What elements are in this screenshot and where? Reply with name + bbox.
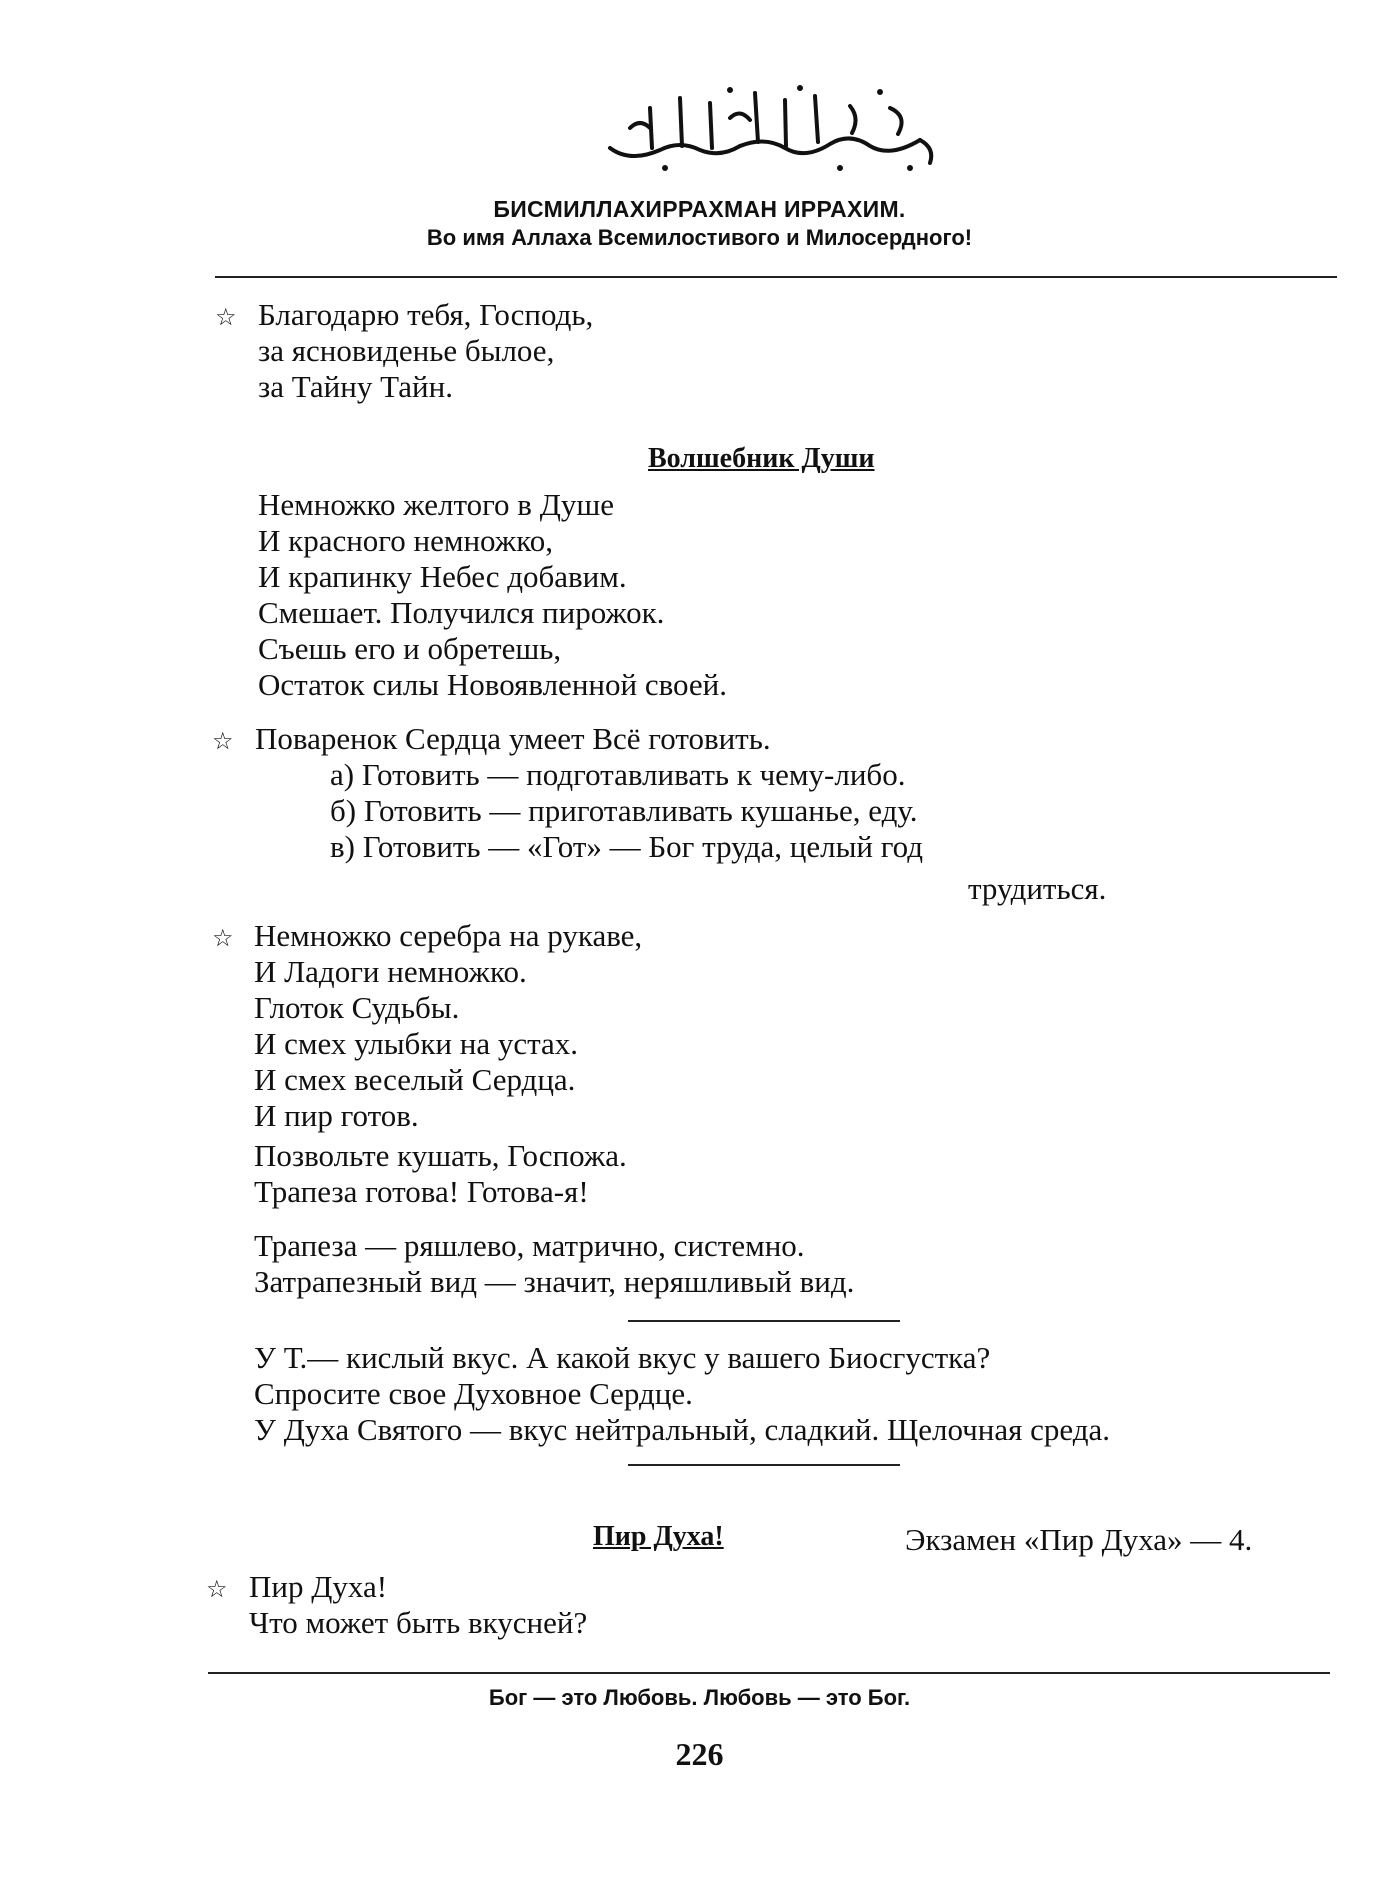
list-item: б) Готовить — приготавливать кушанье, еду.: [330, 793, 918, 828]
poem-line: Трапеза готова! Готова-я!: [254, 1174, 589, 1209]
poem-line: И Ладоги немножко.: [254, 954, 527, 989]
poem-line: Что может быть вкусней?: [249, 1605, 588, 1640]
poem-line: Пир Духа!: [249, 1569, 388, 1604]
poem-line: Немножко серебра на рукаве,: [254, 918, 643, 953]
poem-line: И смех улыбки на устах.: [254, 1026, 579, 1061]
poem-line: У Духа Святого — вкус нейтральный, сладкий. Щелочная среда.: [254, 1412, 1111, 1447]
poem-line: Поваренок Сердца умеет Всё готовить.: [255, 721, 771, 756]
section-title: Пир Духа!: [593, 1521, 724, 1552]
poem-line: У Т.— кислый вкус. А какой вкус у вашего Биосгустка?: [254, 1340, 991, 1375]
star-bullet: ☆: [212, 924, 234, 952]
exam-note: Экзамен «Пир Духа» — 4.: [905, 1522, 1253, 1557]
star-bullet: ☆: [215, 303, 237, 331]
poem-line: Трапеза — ряшлево, матрично, системно.: [254, 1228, 805, 1263]
divider: [628, 1464, 900, 1466]
poem-line: Остаток силы Новоявленной своей.: [258, 667, 727, 702]
poem-line: И смех веселый Сердца.: [254, 1062, 576, 1097]
header-transliteration: БИСМИЛЛАХИРРАХМАН ИРРАХИМ.: [493, 196, 906, 222]
poem-line: И пир готов.: [254, 1098, 419, 1133]
list-item: в) Готовить — «Гот» — Бог труда, целый год: [330, 829, 924, 864]
section-title: Волшебник Души: [648, 443, 875, 474]
star-bullet: ☆: [206, 1575, 228, 1603]
poem-line: Позвольте кушать, Госпожа.: [254, 1138, 627, 1173]
poem-line: Затрапезный вид — значит, неряшливый вид.: [254, 1264, 855, 1299]
poem-line: за Тайну Тайн.: [258, 369, 453, 404]
page-number: 226: [675, 1736, 724, 1772]
poem-line: Благодарю тебя, Господь,: [258, 297, 594, 332]
poem-line: Глоток Судьбы.: [254, 990, 460, 1025]
star-bullet: ☆: [212, 727, 234, 755]
header-translation: Во имя Аллаха Всемилостивого и Милосердного!: [426, 225, 973, 250]
list-item-continuation: трудиться.: [968, 871, 1107, 906]
footer-rule: [208, 1672, 1330, 1674]
poem-line: Спросите свое Духовное Сердце.: [254, 1376, 693, 1411]
divider: [628, 1320, 900, 1322]
poem-line: И крапинку Небес добавим.: [258, 559, 627, 594]
poem-line: Немножко желтого в Душе: [258, 487, 614, 522]
poem-line: за ясновиденье былое,: [258, 333, 555, 368]
poem-line: И красного немножко,: [258, 523, 553, 558]
poem-line: Смешает. Получился пирожок.: [258, 595, 665, 630]
list-item: а) Готовить — подготавливать к чему-либо.: [330, 757, 906, 792]
footer-motto: Бог — это Любовь. Любовь — это Бог.: [488, 1685, 911, 1710]
bismillah-calligraphy: [590, 78, 950, 178]
poem-line: Съешь его и обретешь,: [258, 631, 562, 666]
header-rule: [215, 276, 1337, 278]
